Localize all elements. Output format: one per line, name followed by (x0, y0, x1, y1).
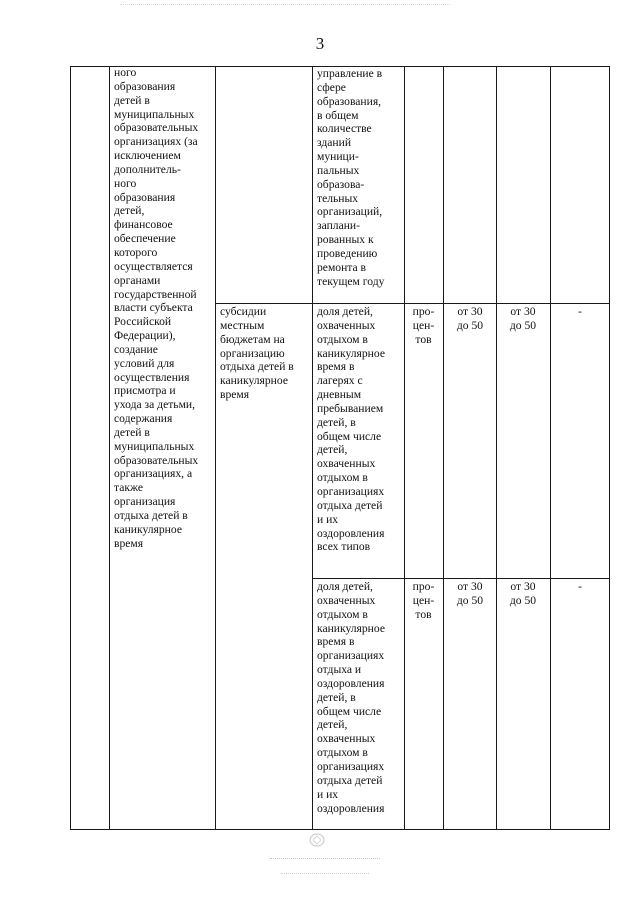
row2-value2-cell: от 30 до 50 (509, 305, 537, 332)
row3-value2-cell: от 30 до 50 (509, 580, 537, 607)
grid-vline-9 (609, 66, 610, 830)
header-scan-noise (120, 4, 450, 11)
grid-vline-5 (404, 66, 405, 830)
page-number: 3 (315, 34, 325, 53)
grid-hline-row1 (215, 303, 610, 304)
row2-unit-cell: про- цен- тов (412, 305, 435, 346)
grid-vline-2 (109, 66, 110, 830)
stamp-emblem-icon (308, 832, 326, 848)
grid-vline-6 (443, 66, 444, 830)
row2-indicator-cell: доля детей, охваченных отдыхом в каникулярное время в лагерях с дневным пребыванием детей, в общем числе детей, охваченных отдыхом в организациях отдыха детей и их оздоровления всех типов (317, 305, 385, 554)
grid-vline-4 (312, 66, 313, 830)
activity-description-cell: ного образования детей в муниципальных образовательных организациях (за исключением дополнитель- ного образования детей, финансовое обеспечение которого осуществляется органами государственной власти субъекта Российской Федерации), создание условий для осуществления присмотра и ухода за детьми, содержания детей в муниципальных образовательных организациях, а также организация отдыха детей в каникулярное время (114, 66, 199, 550)
row2-subsidy-cell: субсидии местным бюджетам на организацию отдыха детей в каникулярное время (220, 305, 294, 402)
row3-value1-cell: от 30 до 50 (456, 580, 484, 607)
grid-vline-7 (496, 66, 497, 830)
grid-hline-row2 (312, 578, 610, 579)
grid-hline-bottom (70, 829, 610, 830)
row3-unit-cell: про- цен- тов (412, 580, 435, 621)
grid-vline-8 (550, 66, 551, 830)
row1-indicator-cell: управление в сфере образования, в общем количестве зданий муници- пальных образова- тельных организаций, заплани- рованных к проведению ремонта в текущем году (317, 67, 385, 288)
row3-indicator-cell: доля детей, охваченных отдыхом в каникулярное время в организациях отдыха и оздоровления детей, в общем числе детей, охваченных отдыхом в организациях отдыха детей и их оздоровления (317, 580, 385, 815)
row2-note-cell: - (578, 305, 582, 318)
row3-note-cell: - (578, 580, 582, 593)
faint-stamp (270, 848, 380, 874)
row2-value1-cell: от 30 до 50 (456, 305, 484, 332)
grid-vline-3 (215, 66, 216, 830)
grid-vline-1 (70, 66, 71, 830)
